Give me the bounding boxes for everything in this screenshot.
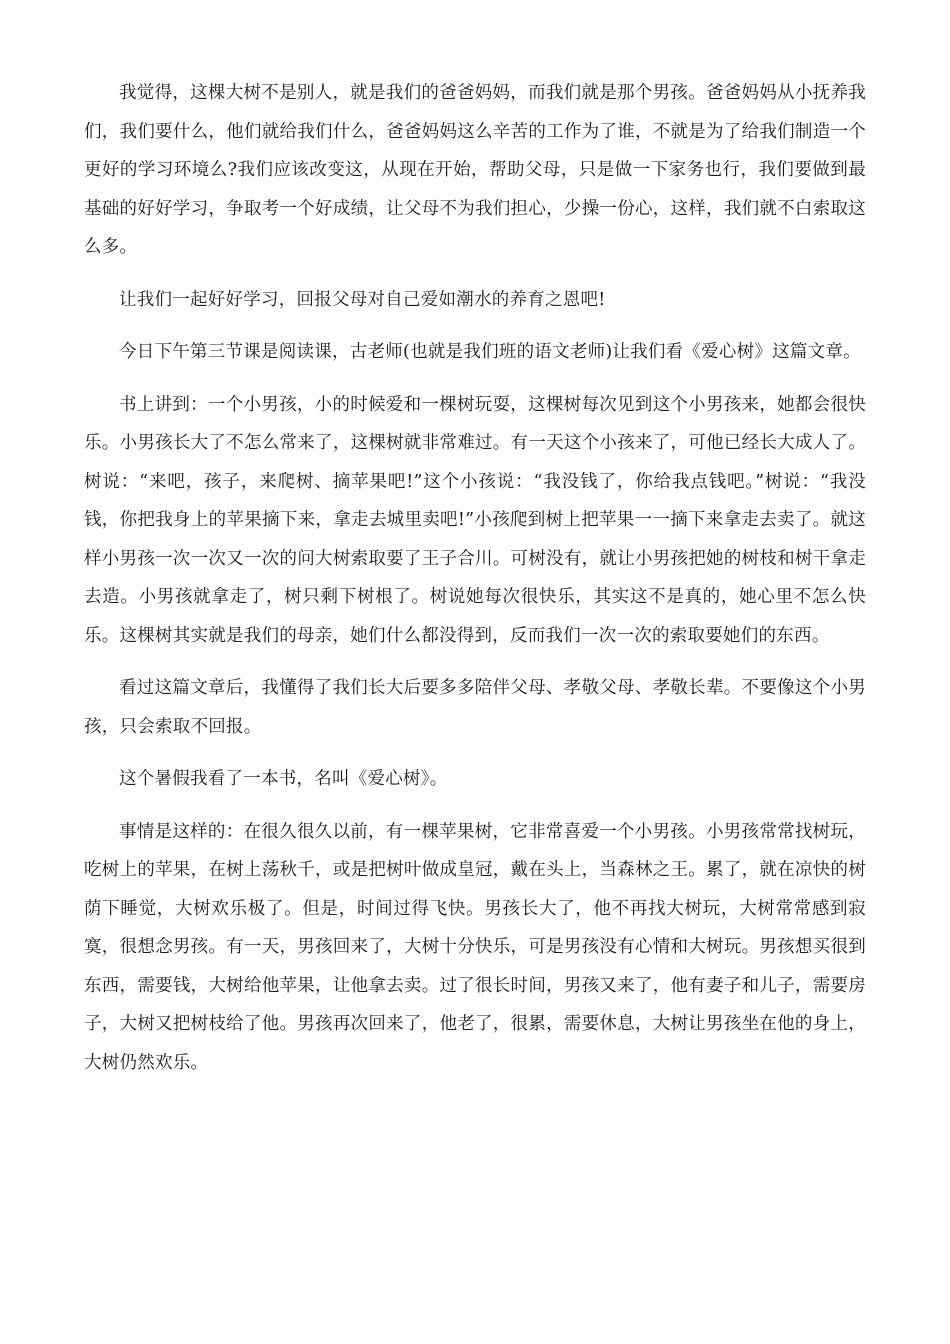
document-body: [84, 74, 866, 1096]
paragraph-7: 事情是这样的：在很久很久以前，有一棵苹果树，它非常喜爱一个小男孩。小男孩常常找树玩，吃树上的苹果，在树上荡秋千，或是把树叶做成皇冠，戴在头上，当森林之王。累了，就在凉快的树荫下睡觉，大树欢乐极了。但是，时间过得飞快。男孩长大了，他不再找大树玩，大树常常感到寂寞，很想念男孩。有一天，男孩回来了，大树十分快乐，可是男孩没有心情和大树玩。男孩想买很到东西，需要钱，大树给他苹果，让他拿去卖。过了很长时间，男孩又来了，他有妻子和儿子，需要房子，大树又把树枝给了他。男孩再次回来了，他老了，很累，需要休息，大树让男孩坐在他的身上，大树仍然欢乐。: [84, 821, 866, 1073]
paragraph-4: 书上讲到：一个小男孩，小的时候爱和一棵树玩耍，这棵树每次见到这个小男孩来，她都会很快乐。小男孩长大了不怎么常来了，这棵树就非常难过。有一天这个小孩来了，可他已经长大成人了。树说：“来吧，孩子，来爬树、摘苹果吧!”这个小孩说：“我没钱了，你给我点钱吧。”树说：“我没钱，你把我身上的苹果摘下来，拿走去城里卖吧!”小孩爬到树上把苹果一一摘下来拿走去卖了。就这样小男孩一次一次又一次的问大树索取要了王子合川。可树没有，就让小男孩把她的树枝和树干拿走去造。小男孩就拿走了，树只剩下树根了。树说她每次很快乐，其实这不是真的，她心里不怎么快乐。这棵树其实就是我们的母亲，她们什么都没得到，反而我们一次一次的索取要她们的东西。: [84, 394, 866, 646]
paragraph-5: 看过这篇文章后，我懂得了我们长大后要多多陪伴父母、孝敬父母、孝敬长辈。不要像这个小男孩，只会索取不回报。: [84, 678, 866, 737]
paragraph-3: 今日下午第三节课是阅读课，古老师(也就是我们班的语文老师)让我们看《爱心树》这篇文章。: [119, 342, 861, 362]
paragraph-1: 我觉得，这棵大树不是别人，就是我们的爸爸妈妈，而我们就是那个男孩。爸爸妈妈从小抚养我们，我们要什么，他们就给我们什么，爸爸妈妈这么辛苦的工作为了谁，不就是为了给我们制造一个更好的学习环境么?我们应该改变这，从现在开始，帮助父母，只是做一下家务也行，我们要做到最基础的好好学习，争取考一个好成绩，让父母不为我们担心，少操一份心，这样，我们就不白索取这么多。: [84, 83, 866, 257]
paragraph-2: 让我们一起好好学习，回报父母对自己爱如潮水的养育之恩吧!: [119, 289, 606, 310]
paragraph-6: 这个暑假我看了一本书，名叫《爱心树》。: [119, 769, 448, 789]
